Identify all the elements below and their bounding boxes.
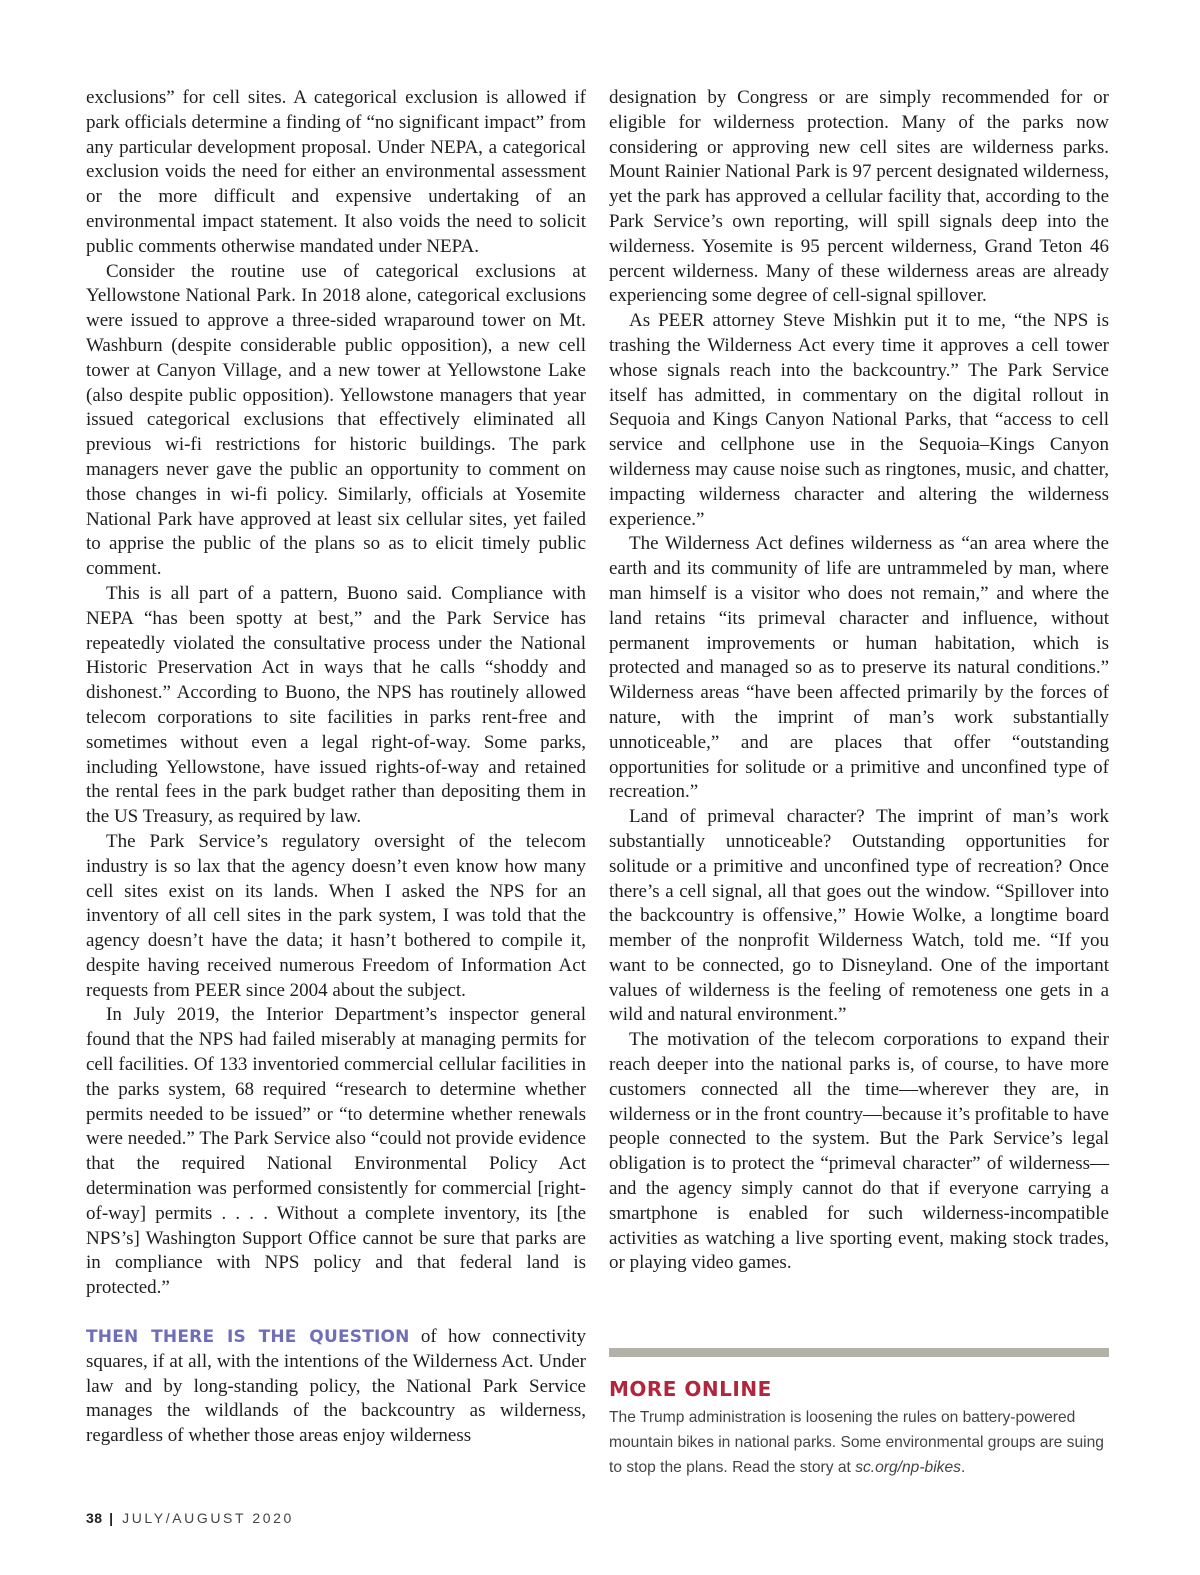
paragraph: Consider the routine use of categorical exclusions at Yellowstone National Park. In 2018 alone, categorical exclusions were issued to approve a three-sided wraparound tower on Mt. Washburn (despite considerable public opposition), a new cell tower at Canyon Village, and a new tower at Yellowstone Lake (also despite public opposition). Yellowstone managers that year issued categorical exclusions that effectively eliminated all previous wi-fi restrictions for historic buildings. The park managers never gave the public an opportunity to comment on those changes in wi-fi policy. Similarly, officials at Yosemite National Park have approved at least six cellular sites, yet failed to apprise the public of the plans so as to elicit timely public comment.: [86, 260, 586, 580]
footer-separator: |: [109, 1510, 116, 1526]
sidebar-text: [609, 1405, 1109, 1480]
page-footer: [86, 1510, 294, 1526]
paragraph: This is all part of a pattern, Buono said. Compliance with NEPA “has been spotty at best,” and the Park Service has repeatedly violated the consultative process under the National Historic Preservation Act in ways that he calls “shoddy and dishonest.” According to Buono, the NPS has routinely allowed telecom corporations to site facilities in parks rent-free and sometimes without even a legal right-of-way. Some parks, including Yellowstone, have issued rights-of-way and retained the rental fees in the park budget rather than depositing them in the US Treasury, as required by law.: [86, 582, 586, 828]
sidebar-divider: [609, 1348, 1109, 1357]
article-left-column: [86, 86, 586, 1449]
paragraph: In July 2019, the Interior Department’s inspector general found that the NPS had failed miserably at managing permits for cell facilities. Of 133 inventoried commercial cellular facilities in the parks system, 68 required “research to determine whether permits needed to be issued” or “to determine whether renewals were needed.” The Park Service also “could not provide evidence that the required National Environmental Policy Act determination was performed consistently for commercial [right-of-way] permits . . . . Without a complete inventory, its [the NPS’s] Washington Support Office cannot be sure that parks are in compliance with NPS policy and that federal land is protected.”: [86, 1004, 586, 1299]
page-number: 38: [86, 1510, 103, 1526]
paragraph: Land of primeval character? The imprint of man’s work substantially unnoticeable? Outstanding opportunities for solitude or a primitive and unconfined type of recreation? Once there’s a cell signal, all that goes out the window. “Spillover into the backcountry is offensive,” Howie Wolke, a longtime board member of the nonprofit Wilderness Watch, told me. “If you want to be connected, go to Disneyland. One of the important values of wilderness is the feeling of remoteness one gets in a wild and natural environment.”: [609, 806, 1109, 1026]
sidebar-period: .: [960, 1459, 966, 1476]
run-in-heading: THEN THERE IS THE QUESTION: [86, 1327, 410, 1348]
paragraph: The motivation of the telecom corporations to expand their reach deeper into the national parks is, of course, to have more customers connected all the time—wherever they are, in wilderness or in the front country—because it’s profitable to have people connected to the system. But the Park Service’s legal obligation is to protect the “primeval character” of wilderness—and the agency simply cannot do that if everyone carrying a smartphone is enabled for such wilderness-incompatible activities as watching a live sporting event, making stock trades, or playing video games.: [609, 1029, 1109, 1274]
section-paragraph: [86, 1325, 586, 1449]
sidebar-link[interactable]: sc.org/np-bikes: [855, 1459, 961, 1476]
article-right-column: [609, 86, 1109, 1276]
paragraph: designation by Congress or are simply recommended for or eligible for wilderness protection. Many of the parks now considering or approving new cell sites are wilderness parks. Mount Rainier National Park is 97 percent designated wilderness, yet the park has approved a cellular facility that, according to the Park Service’s own reporting, will spill signals deep into the wilderness. Yosemite is 95 percent wilderness, Grand Teton 46 percent wilderness. Many of these wilderness areas are already experiencing some degree of cell-signal spillover.: [609, 87, 1109, 307]
issue-date: JULY/AUGUST 2020: [122, 1510, 294, 1526]
paragraph: exclusions” for cell sites. A categorical exclusion is allowed if park officials determine a finding of “no significant impact” from any particular development proposal. Under NEPA, a categorical exclusion voids the need for either an environmental assessment or the more difficult and expensive undertaking of an environmental impact statement. It also voids the need to solicit public comments otherwise mandated under NEPA.: [86, 87, 586, 257]
more-online-sidebar: [609, 1348, 1109, 1480]
sidebar-body: The Trump administration is loosening the rules on battery-powered mountain bikes in national parks. Some environmental groups are suing to stop the plans. Read the story at: [609, 1409, 1104, 1476]
sidebar-title: MORE ONLINE: [609, 1377, 772, 1401]
paragraph: The Wilderness Act defines wilderness as “an area where the earth and its community of life are untrammeled by man, where man himself is a visitor who does not remain,” and where the land retains “its primeval character and influence, without permanent improvements or human habitation, which is protected and managed so as to preserve its natural conditions.” Wilderness areas “have been affected primarily by the forces of nature, with the imprint of man’s work substantially unnoticeable,” and are places that offer “outstanding opportunities for solitude or a primitive and unconfined type of recreation.”: [609, 533, 1109, 803]
paragraph: As PEER attorney Steve Mishkin put it to me, “the NPS is trashing the Wilderness Act every time it approves a cell tower whose signals reach into the backcountry.” The Park Service itself has admitted, in commentary on the digital rollout in Sequoia and Kings Canyon National Parks, that “access to cell service and cellphone use in the Sequoia–Kings Canyon wilderness may cause noise such as ringtones, music, and chatter, impacting wilderness character and altering the wilderness experience.”: [609, 310, 1109, 530]
paragraph: The Park Service’s regulatory oversight of the telecom industry is so lax that the agency doesn’t even know how many cell sites exist on its lands. When I asked the NPS for an inventory of all cell sites in the park system, I was told that the agency doesn’t have the data; it hasn’t bothered to compile it, despite having received numerous Freedom of Information Act requests from PEER since 2004 about the subject.: [86, 830, 586, 1001]
paragraph-text: of how connectivity squares, if at all, with the intentions of the Wilderness Act. Under law and by long-standing policy, the National Park Service manages the wildlands of the backcountry as wilderness, regardless of whether those areas enjoy wilderness: [86, 1326, 586, 1447]
